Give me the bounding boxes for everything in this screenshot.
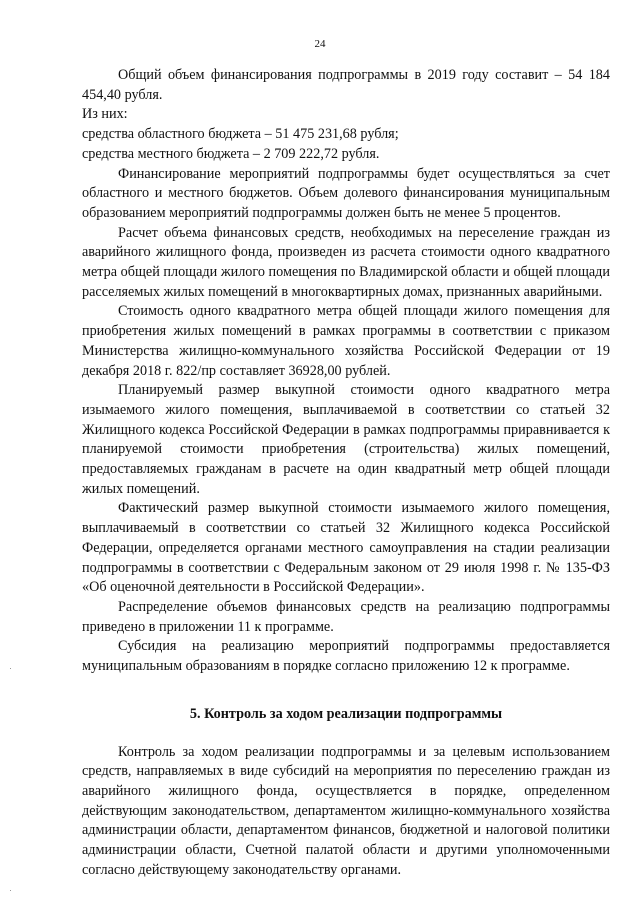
paragraph-actual-redemption: Фактический размер выкупной стоимости изымаемого жилого помещения, выплачиваемый в соответствии со статьей 32 Жилищного кодекса Российской Федерации, определяется органами местного самоуправления на стадии реализации подпрограммы в соответствии с Федеральным законом от 29 июля 1998 г. № 135-ФЗ «Об оценочной деятельности в Российской Федерации». (82, 500, 610, 596)
document-body (82, 66, 610, 880)
paragraph-calculation: Расчет объема финансовых средств, необходимых на переселение граждан из аварийного жилищного фонда, произведен из расчета стоимости одного квадратного метра общей площади жилого помещения по Владимирской области и общей площади расселяемых жилых помещений в многоквартирных домах, признанных аварийными. (82, 224, 610, 300)
page-number: 24 (314, 38, 326, 50)
paragraph-financing: Финансирование мероприятий подпрограммы будет осуществляться за счет областного и местного бюджетов. Объем долевого финансирования муниципальным образованием мероприятий подпрограммы должен быть не менее 5 процентов. (82, 165, 610, 221)
paragraph-control: Контроль за ходом реализации подпрограммы и за целевым использованием средств, направляемых в виде субсидий на мероприятия по переселению граждан из аварийного жилищного фонда, осуществляется в порядке, определенном действующим законодательством, департаментом жилищно-коммунального хозяйства администрации области, департаментом финансов, бюджетной и налоговой политики администрации области, Счетной палатой области и другими уполномоченными согласно действующему законодательству органами. (82, 743, 610, 878)
paragraph-of-them: Из них: (82, 106, 128, 123)
margin-speck (10, 668, 11, 669)
section-heading: 5. Контроль за ходом реализации подпрограммы (189, 705, 503, 722)
paragraph-regional-budget: средства областного бюджета – 51 475 231,68 рубля; (82, 126, 399, 143)
paragraph-cost-per-sqm: Стоимость одного квадратного метра общей площади жилого помещения для приобретения жилых помещений в рамках программы в соответствии с приказом Министерства жилищно-коммунального хозяйства Российской Федерации от 19 декабря 2018 г. 822/пр составляет 36928,00 рублей. (82, 303, 610, 379)
paragraph-planned-redemption: Планируемый размер выкупной стоимости одного квадратного метра изымаемого жилого помещения, выплачиваемой в соответствии со статьей 32 Жилищного кодекса Российской Федерации в рамках подпрограммы приравнивается к планируемой стоимости приобретения (строительства) жилых помещений, предоставляемых гражданам в расчете на один квадратный метр общей площади жилых помещений. (82, 382, 610, 497)
paragraph-subsidy: Субсидия на реализацию мероприятий подпрограммы предоставляется муниципальным образованиям в порядке согласно приложению 12 к программе. (82, 638, 610, 675)
margin-speck (10, 890, 11, 891)
paragraph-distribution: Распределение объемов финансовых средств на реализацию подпрограммы приведено в приложении 11 к программе. (82, 598, 610, 635)
paragraph-local-budget: средства местного бюджета – 2 709 222,72 рубля. (82, 145, 380, 162)
paragraph-total-funding: Общий объем финансирования подпрограммы в 2019 году составит – 54 184 454,40 рубля. (82, 67, 610, 103)
